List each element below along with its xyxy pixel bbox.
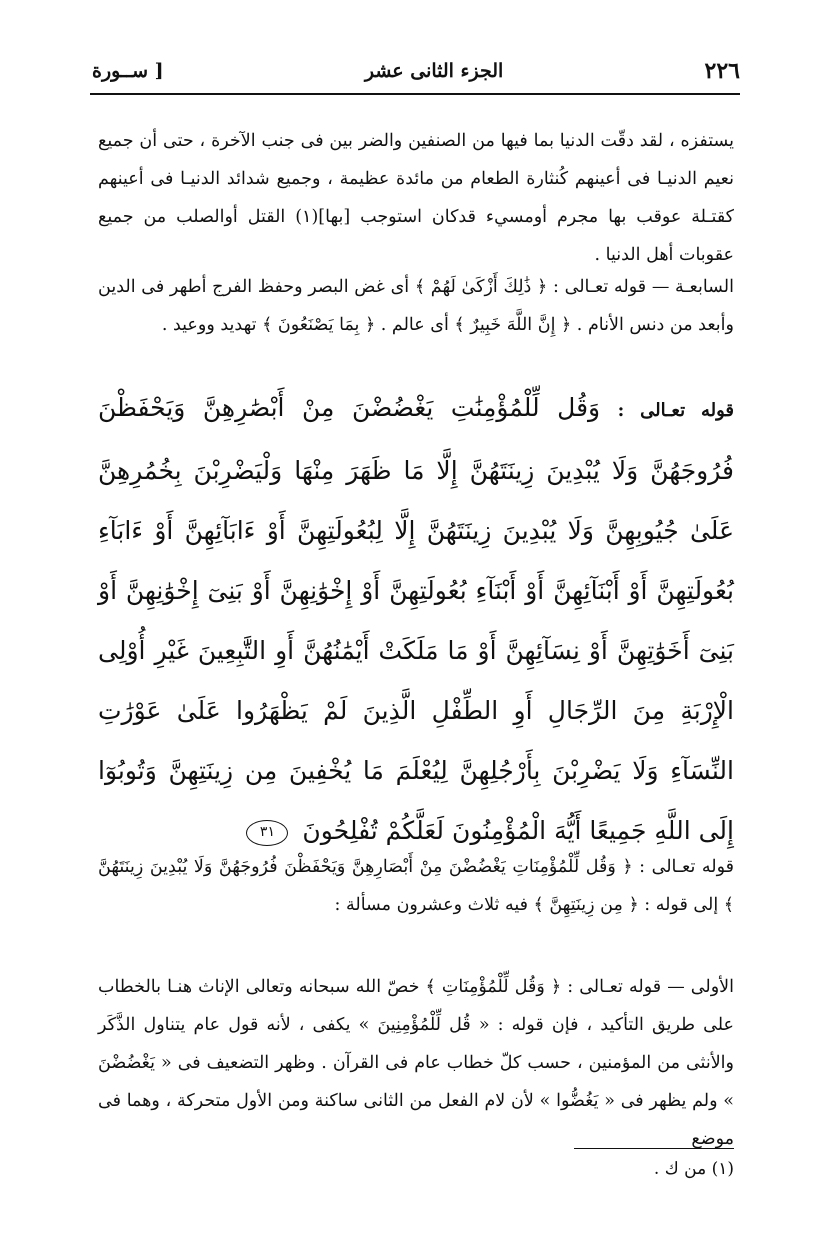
surah-label: [ ســورة <box>92 60 164 82</box>
commentary-paragraph-3 <box>98 848 734 924</box>
verse-lead: قوله تعـالى : <box>617 400 734 421</box>
paragraph-text: الأولى — قوله تعـالى : ﴿ وَقُل لِّلْمُؤْمِنَاتِ ﴾ خصّ الله سبحانه وتعالى الإناث هنـا بالخطاب على طريق التأكيد ، فإن قوله : « قُل لِّلْمُؤْمِنِينَ » يكفى ، لأنه قول عام يتناول الذَّكَر والأنثى من المؤمنين ، حسب كلّ خطاب عام فى القرآن . وظهر التضعيف فى « يَغْضُضْنَ » ولم يظهر فى « يَغُضُّوا » لأن لام الفعل من الثانى ساكنة ومن الأول متحركة ، وهما فى موضع <box>98 977 734 1149</box>
page-header <box>92 48 740 94</box>
footnote-rule <box>574 1148 734 1149</box>
commentary-paragraph-2 <box>98 268 734 344</box>
paragraph-text: السابعـة — قوله تعـالى : ﴿ ذَٰلِكَ أَزْكَىٰ لَهُمْ ﴾ أى غض البصر وحفظ الفرج أطهر فى الدين وأبعد من دنس الأنام . ﴿ إِنَّ اللَّهَ خَبِيرٌ ﴾ أى عالم . ﴿ بِمَا يَصْنَعُونَ ﴾ تهديد ووعيد . <box>98 277 734 335</box>
running-title: الجزء الثانى عشر <box>364 60 504 82</box>
quran-verse-block <box>98 378 734 861</box>
ayah-number-marker: ٣١ <box>246 820 288 846</box>
commentary-paragraph-4 <box>98 968 734 1158</box>
header-rule <box>90 93 740 95</box>
footnote: (١) من ك . <box>653 1159 734 1179</box>
paragraph-text: قوله تعـالى : ﴿ وَقُل لِّلْمُؤْمِنَاتِ يَغْضُضْنَ مِنْ أَبْصَارِهِنَّ وَيَحْفَظْنَ فُرُوجَهُنَّ وَلَا يُبْدِينَ زِينَتَهُنَّ ﴾ إلى قوله : ﴿ مِن زِينَتِهِنَّ ﴾ فيه ثلاث وعشرون مسألة : <box>98 857 734 915</box>
verse-text: وَقُل لِّلْمُؤْمِنَٰتِ يَغْضُضْنَ مِنْ أَبْصَٰرِهِنَّ وَيَحْفَظْنَ فُرُوجَهُنَّ وَلَا يُبْدِينَ زِينَتَهُنَّ إِلَّا مَا ظَهَرَ مِنْهَا وَلْيَضْرِبْنَ بِخُمُرِهِنَّ عَلَىٰ جُيُوبِهِنَّ وَلَا يُبْدِينَ زِينَتَهُنَّ إِلَّا لِبُعُولَتِهِنَّ أَوْ ءَابَآئِهِنَّ أَوْ ءَابَآءِ بُعُولَتِهِنَّ أَوْ أَبْنَآئِهِنَّ أَوْ أَبْنَآءِ بُعُولَتِهِنَّ أَوْ إِخْوَٰنِهِنَّ أَوْ بَنِىٓ إِخْوَٰنِهِنَّ أَوْ بَنِىٓ أَخَوَٰتِهِنَّ أَوْ نِسَآئِهِنَّ أَوْ مَا مَلَكَتْ أَيْمَٰنُهُنَّ أَوِ التَّٰبِعِينَ غَيْرِ أُوْلِى الْإِرْبَةِ مِنَ الرِّجَالِ أَوِ الطِّفْلِ الَّذِينَ لَمْ يَظْهَرُوا عَلَىٰ عَوْرَٰتِ النِّسَآءِ وَلَا يَضْرِبْنَ بِأَرْجُلِهِنَّ لِيُعْلَمَ مَا يُخْفِينَ مِن زِينَتِهِنَّ وَتُوبُوٓا إِلَى اللَّهِ جَمِيعًا أَيُّهَ الْمُؤْمِنُونَ لَعَلَّكُمْ تُفْلِحُونَ <box>98 393 734 845</box>
page-number: ٢٢٦ <box>704 58 740 84</box>
paragraph-text: يستفزه ، لقد دقّت الدنيا بما فيها من الصنفين والضر بين فى جنب الآخرة ، حتى أن جميع نعيم الدنيـا فى أعينهم كُنثارة الطعام من مائدة عظيمة ، وجميع شدائد الدنيـا فى أعينهم كقتـلة عوقب بها مجرم أومسيء قدكان استوجب [بها](١) القتل أوالصلب من جميع عقوبات أهل الدنيا . <box>98 131 735 265</box>
commentary-paragraph-1 <box>98 122 734 274</box>
